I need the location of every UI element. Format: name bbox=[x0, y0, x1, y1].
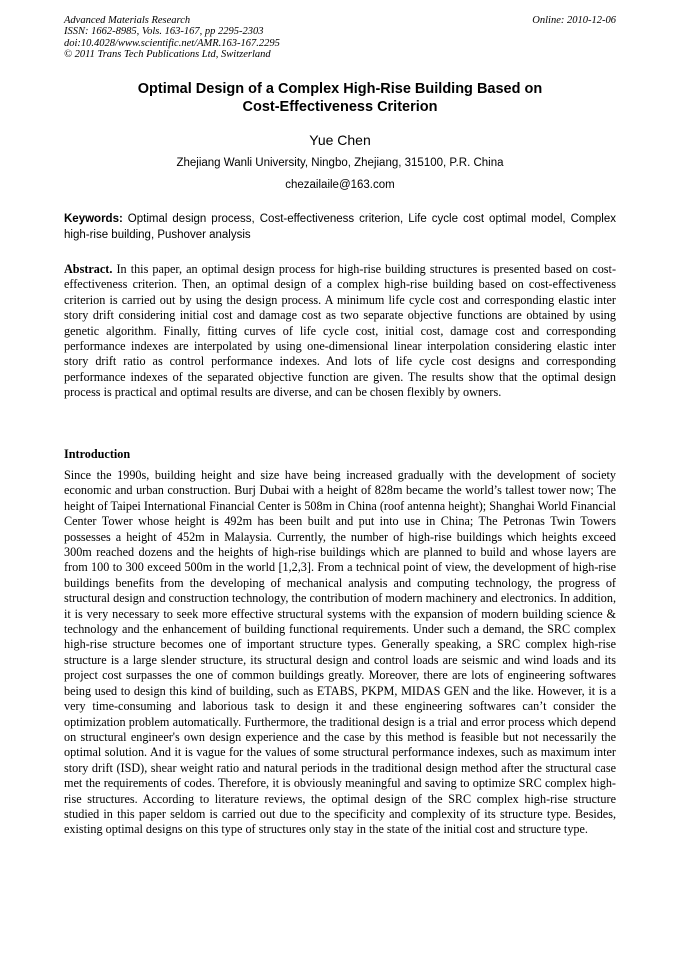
doi-line[interactable]: doi:10.4028/www.scientific.net/AMR.163-167.2295 bbox=[64, 37, 280, 49]
abstract-text: In this paper, an optimal design process for high-rise building structures is presented based on cost-effectiveness criterion. Then, an optimal design of a complex high-rise building based on cost-effectiveness criterion is carried out by using the design process. A minimum life cycle cost and corresponding elastic inter story drift considering initial cost and damage cost as two separate objective functions are obtained by using genetic algorithm. Finally, fitting curves of life cycle cost, initial cost, damage cost and corresponding performance indexes are interpolated by using one-dimensional linear interpolation considering elastic inter story drift ratio as control performance indexes. And lots of life cycle cost designs and corresponding performance indexes of the separated objective function are given. The results show that the optimal design process is practical and optimal results are diverse, and can be chosen flexibly by owners. bbox=[64, 262, 616, 400]
paper-title bbox=[64, 80, 616, 116]
issn-line: ISSN: 1662-8985, Vols. 163-167, pp 2295-2303 bbox=[64, 26, 264, 38]
author-affiliation: Zhejiang Wanli University, Ningbo, Zhejiang, 315100, P.R. China bbox=[176, 157, 504, 169]
copyright-line: © 2011 Trans Tech Publications Ltd, Switzerland bbox=[64, 48, 271, 60]
journal-name: Advanced Materials Research bbox=[64, 15, 191, 26]
title-line-2: Cost-Effectiveness Criterion bbox=[242, 99, 438, 115]
abstract-label: Abstract. bbox=[64, 262, 113, 276]
keywords-section bbox=[64, 211, 616, 243]
keywords-text: Optimal design process, Cost-effectiveness criterion, Life cycle cost optimal model, Complex high-rise building, Pushover analysis bbox=[64, 213, 616, 241]
title-line-1: Optimal Design of a Complex High-Rise Building Based on bbox=[137, 81, 543, 97]
author-email[interactable]: chezailaile@163.com bbox=[285, 179, 395, 191]
journal-header bbox=[64, 15, 616, 60]
introduction-heading: Introduction bbox=[64, 447, 131, 461]
introduction-text: Since the 1990s, building height and size have being increased gradually with the development of society economic and urban construction. Burj Dubai with a height of 828m became the world’s tallest tower now; The height of Taipei International Financial Center is 508m in China (roof antenna height); Shanghai World Financial Center Tower whose height is 492m has been built and put into use in China; The Petronas Twin Towers possesses a height of 452m in Malaysia. Currently, the number of high-rise buildings which heights exceed 300m reached dozens and the heights of high-rise buildings which are planned to build and whose layers are from 100 to 300 exceed 500m in the world [1,2,3]. From a technical point of view, the development of high-rise buildings benefits from the developing of mechanical analysis and computing technology, the progress of structural design and construction technology, the contribution of modern machinery and electronics. In addition, it is very necessary to seek more effective structural systems with the expansion of modern building science & technology and the enhancement of building functional requirements. Under such a demand, the SRC complex high-rise structure becomes one of important structure types. Generally speaking, a SRC complex high-rise structure is a large slender structure, its structural design and control loads are seismic and wind loads and its project cost surpasses the one of common buildings greatly. Moreover, there are lots of engineering softwares being used to design this kind of building, such as ETABS, PKPM, MIDAS GEN and the like. However, it is a very time-consuming and laborious task to design it and these engineering softwares can’t consider the optimization problem automatically. Furthermore, the traditional design is a trial and error process which depend on structural engineer's own design experience and the case by this method is feasible but not necessarily the optimal solution. And it is vague for the values of some structural performance indexes, such as maximum inter story drift (ISD), shear weight ratio and natural periods in the traditional design method after the structural case met the requirements of codes. Therefore, it is obviously meaningful and saving to optimize SRC complex high-rise structures. According to literature reviews, the optimal design of the SRC complex high-rise structure studied in this paper seldom is carried out due to the specificity and complexity of its structure type. Besides, existing optimal designs on this type of structures only stay in the state of the initial cost and structure type. bbox=[64, 468, 616, 837]
keywords-label: Keywords: bbox=[64, 213, 123, 225]
author-name: Yue Chen bbox=[309, 132, 371, 148]
online-date: Online: 2010-12-06 bbox=[532, 15, 616, 26]
abstract-section bbox=[64, 262, 616, 401]
